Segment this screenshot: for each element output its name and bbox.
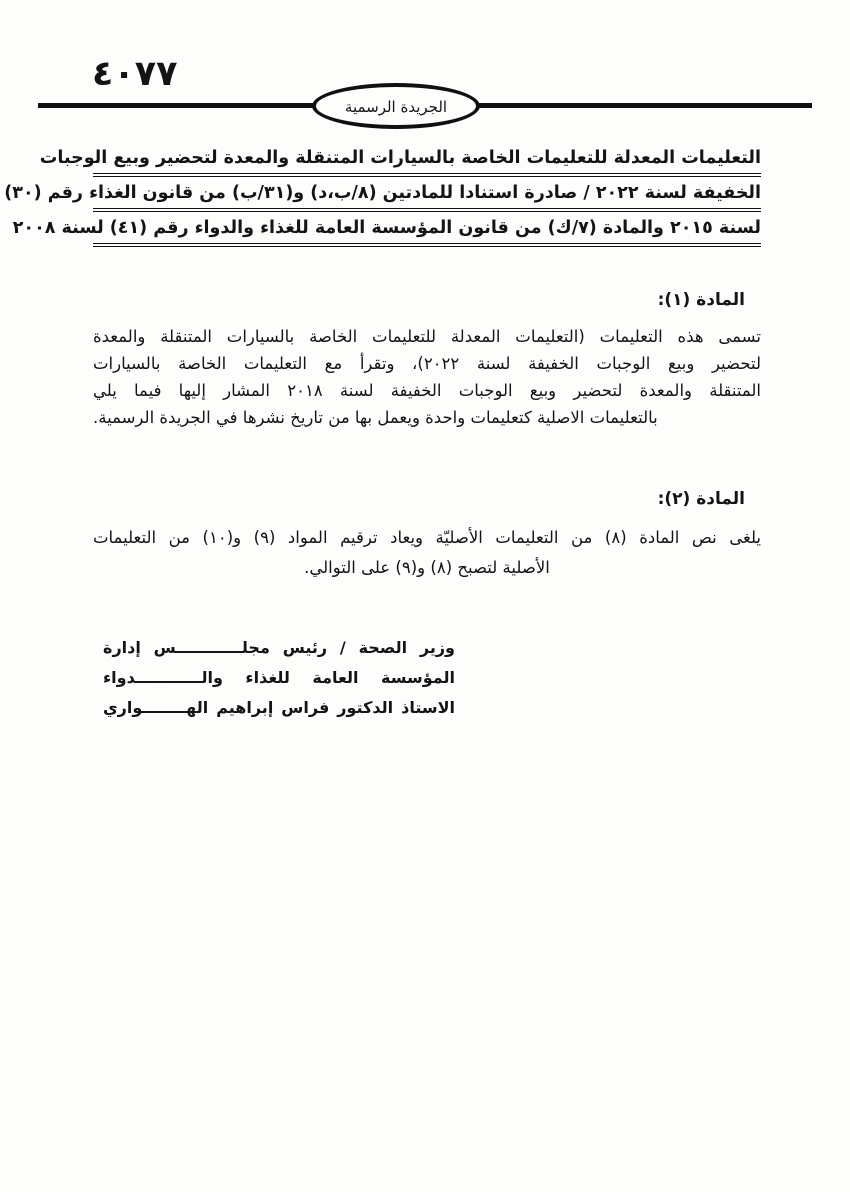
gazette-label: الجريدة الرسمية	[344, 98, 448, 116]
article-2-text	[93, 523, 761, 583]
document-title	[4, 145, 761, 247]
page-number: ٤٠٧٧	[92, 54, 178, 94]
signature-block	[103, 633, 455, 723]
signature-line-organization: المؤسسة العامة للغذاء والــــــــــــدواء	[103, 668, 455, 687]
title-line: لسنة ٢٠١٥ والمادة (٧/ك) من قانون المؤسسة العامة للغذاء والدواء رقم (٤١) لسنة ٢٠٠٨	[93, 215, 761, 247]
article-2-heading: المادة (٢):	[657, 489, 745, 509]
article-1-text	[93, 323, 761, 431]
paragraph-line: بالتعليمات الاصلية كتعليمات واحدة ويعمل بها من تاريخ نشرها في الجريدة الرسمية.	[93, 408, 658, 427]
paragraph-line: تسمى هذه التعليمات (التعليمات المعدلة للتعليمات الخاصة بالسيارات المتنقلة والمعدة	[93, 327, 761, 346]
article-1-heading: المادة (١):	[657, 290, 745, 310]
title-line: الخفيفة لسنة ٢٠٢٢ / صادرة استنادا للمادتين (٨/ب،د) و(٣١/ب) من قانون الغذاء رقم (٣٠)	[93, 180, 761, 212]
title-line: التعليمات المعدلة للتعليمات الخاصة بالسيارات المتنقلة والمعدة لتحضير وبيع الوجبات	[93, 145, 761, 177]
paragraph-line: لتحضير وبيع الوجبات الخفيفة لسنة ٢٠٢٢)، وتقرأ مع التعليمات الخاصة بالسيارات	[93, 354, 761, 373]
paragraph-line: المتنقلة والمعدة لتحضير وبيع الوجبات الخفيفة لسنة ٢٠١٨ المشار إليها فيما يلي	[93, 381, 761, 400]
paragraph-line: الأصلية لتصبح (٨) و(٩) على التوالي.	[304, 558, 550, 577]
signature-line-title: وزير الصحة / رئيس مجلــــــــــــس إدارة	[103, 638, 455, 657]
signature-line-name: الاستاذ الدكتور فراس إبراهيم الهــــــــواري	[103, 698, 455, 717]
paragraph-line: يلغى نص المادة (٨) من التعليمات الأصليّة ويعاد ترقيم المواد (٩) و(١٠) من التعليمات	[93, 528, 761, 547]
document-body	[4, 145, 761, 723]
gazette-oval-badge	[312, 83, 480, 129]
